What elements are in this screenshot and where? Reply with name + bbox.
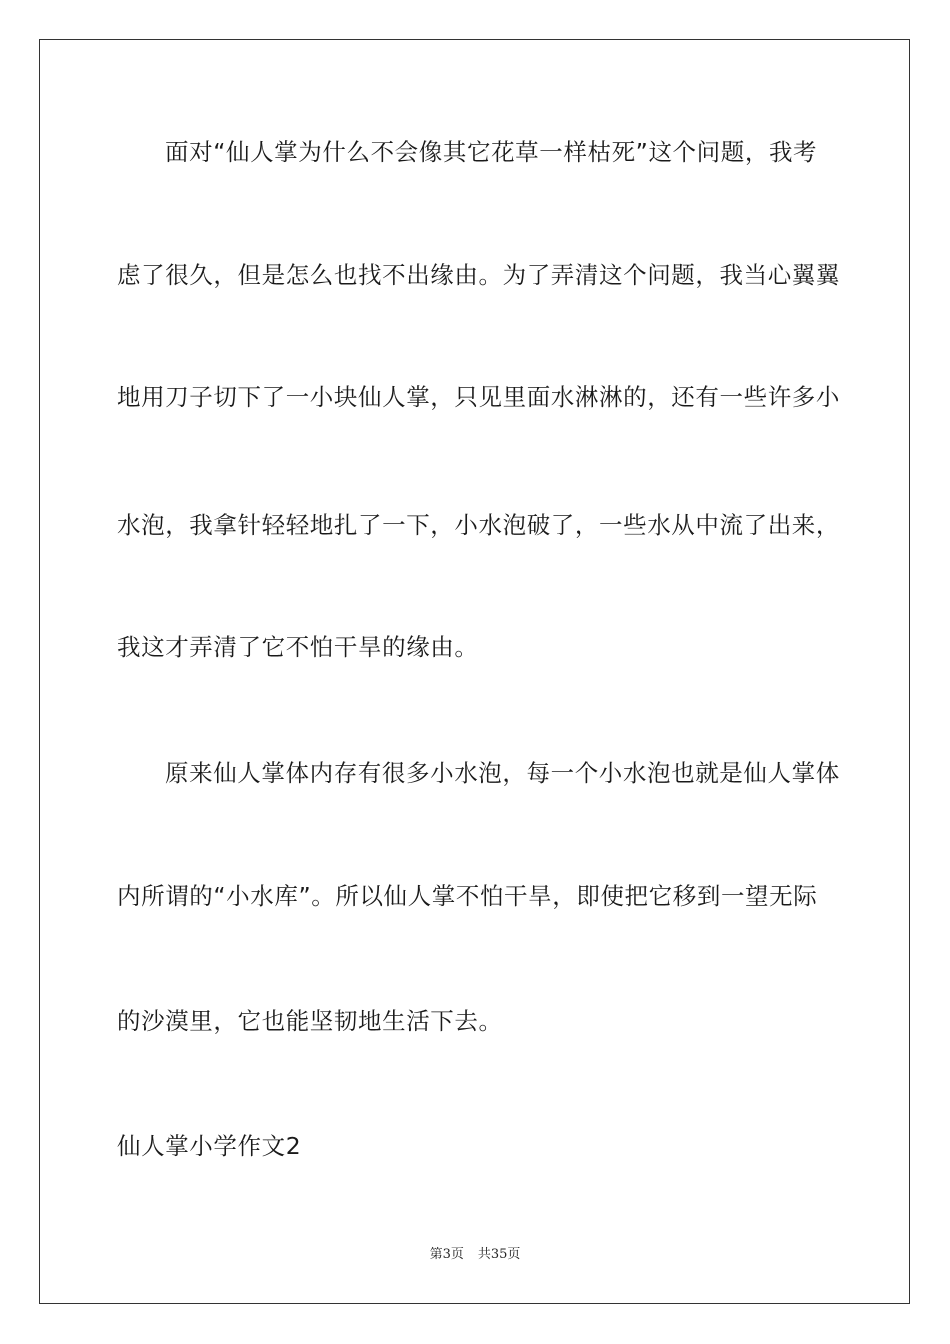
page-number: 第3页 [429, 1247, 464, 1262]
paragraph-line: 地用刀子切下了一小块仙人掌，只见里面水淋淋的，还有一些许多小 [117, 383, 840, 411]
section-title: 仙人掌小学作文2 [117, 1132, 302, 1160]
paragraph-line: 内所谓的“小水库”。所以仙人掌不怕干旱，即使把它移到一望无际 [117, 882, 818, 910]
paragraph-line: 面对“仙人掌为什么不会像其它花草一样枯死”这个问题，我考 [165, 138, 818, 166]
page-footer [0, 1245, 950, 1265]
paragraph-line: 水泡，我拿针轻轻地扎了一下，小水泡破了，一些水从中流了出来， [117, 511, 840, 539]
paragraph-line: 虑了很久，但是怎么也找不出缘由。为了弄清这个问题，我当心翼翼 [117, 261, 840, 289]
page-border [39, 39, 910, 1304]
paragraph-line: 原来仙人掌体内存有很多小水泡，每一个小水泡也就是仙人掌体 [165, 759, 840, 787]
paragraph-line: 我这才弄清了它不怕干旱的缘由。 [117, 633, 479, 661]
total-pages: 共35页 [477, 1247, 521, 1262]
paragraph-line: 的沙漠里，它也能坚韧地生活下去。 [117, 1007, 503, 1035]
